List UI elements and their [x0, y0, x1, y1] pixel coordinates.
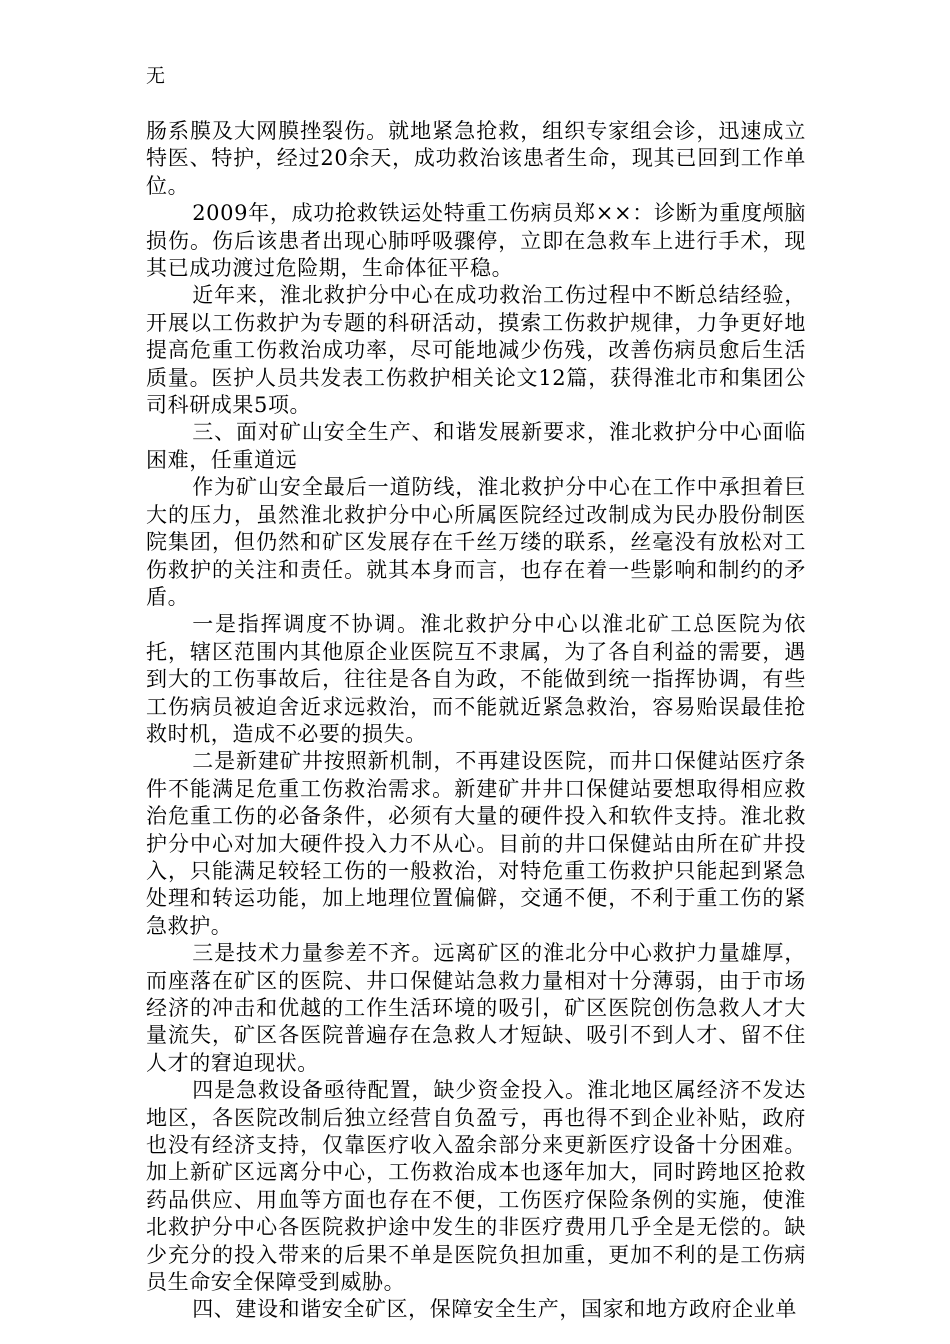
paragraph: 一是指挥调度不协调。淮北救护分中心以淮北矿工总医院为依托，辖区范围内其他原企业医院互不隶属，为了各自利益的需要，遇到大的工伤事故后，往往是各自为政，不能做到统一指挥协调，有些工伤病员被迫舍近求远救治，而不能就近紧急救治，容易贻误最佳抢救时机，造成不必要的损失。	[146, 612, 806, 746]
paragraph: 四是急救设备亟待配置，缺少资金投入。淮北地区属经济不发达地区，各医院改制后独立经营自负盈亏，再也得不到企业补贴，政府也没有经济支持，仅靠医疗收入盈余部分来更新医疗设备十分困难。加上新矿区远离分中心，工伤救治成本也逐年加大，同时跨地区抢救药品供应、用血等方面也存在不便，工伤医疗保险条例的实施，使淮北救护分中心各医院救护途中发生的非医疗费用几乎全是无偿的。缺少充分的投入带来的后果不单是医院负担加重，更加不利的是工伤病员生命安全保障受到威胁。	[146, 1078, 806, 1295]
paragraph: 三是技术力量参差不齐。远离矿区的淮北分中心救护力量雄厚，而座落在矿区的医院、井口保健站急救力量相对十分薄弱，由于市场经济的冲击和优越的工作生活环境的吸引，矿区医院创伤急救人才大量流失，矿区各医院普遍存在急救人才短缺、吸引不到人才、留不住人才的窘迫现状。	[146, 941, 806, 1075]
paragraph: 二是新建矿井按照新机制，不再建设医院，而井口保健站医疗条件不能满足危重工伤救治需求。新建矿井井口保健站要想取得相应救治危重工伤的必备条件，必须有大量的硬件投入和软件支持。淮北救护分中心对加大硬件投入力不从心。目前的井口保健站由所在矿井投入，只能满足较轻工伤的一般救治，对特危重工伤救护只能起到紧急处理和转运功能，加上地理位置偏僻，交通不便，不利于重工伤的紧急救护。	[146, 749, 806, 938]
paragraph: 近年来，淮北救护分中心在成功救治工伤过程中不断总结经验，开展以工伤救护为专题的科研活动，摸索工伤救护规律，力争更好地提高危重工伤救治成功率，尽可能地减少伤残，改善伤病员愈后生活质量。医护人员共发表工伤救护相关论文12篇，获得淮北市和集团公司科研成果5项。	[146, 283, 806, 418]
document-body	[146, 118, 806, 1324]
section-heading: 四、建设和谐安全矿区，保障安全生产，国家和地方政府企业单	[192, 1297, 797, 1322]
section-heading: 三、面对矿山安全生产、和谐发展新要求，淮北救护分中心面临困难，任重道远	[146, 420, 806, 472]
header-mark: 无	[146, 65, 166, 87]
paragraph: 作为矿山安全最后一道防线，淮北救护分中心在工作中承担着巨大的压力，虽然淮北救护分中心所属医院经过改制成为民办股份制医院集团，但仍然和矿区发展存在千丝万缕的联系，丝毫没有放松对工伤救护的关注和责任。就其本身而言，也存在着一些影响和制约的矛盾。	[146, 475, 806, 609]
paragraph: 2009年，成功抢救铁运处特重工伤病员郑××：诊断为重度颅脑损伤。伤后该患者出现心肺呼吸骤停，立即在急救车上进行手术，现其已成功渡过危险期，生命体征平稳。	[146, 201, 806, 281]
paragraph: 肠系膜及大网膜挫裂伤。就地紧急抢救，组织专家组会诊，迅速成立特医、特护，经过20余天，成功救治该患者生命，现其已回到工作单位。	[146, 119, 806, 198]
